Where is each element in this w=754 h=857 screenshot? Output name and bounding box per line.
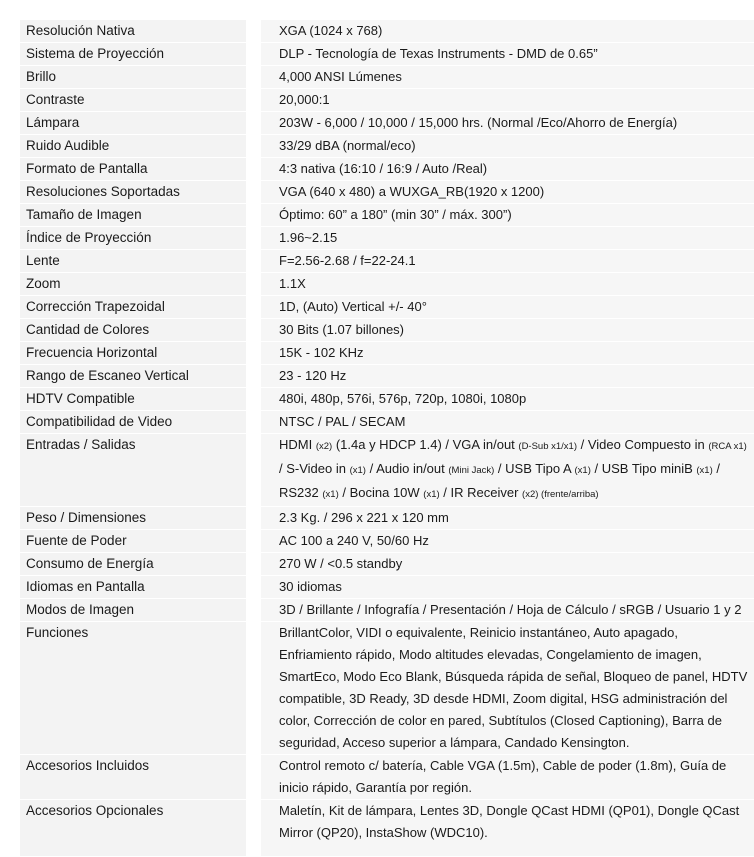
spec-label: Consumo de Energía: [20, 553, 246, 576]
spec-label: Índice de Proyección: [20, 227, 246, 250]
spec-label: Rango de Escaneo Vertical: [20, 365, 246, 388]
spec-row: [20, 204, 754, 227]
spec-row: [20, 135, 754, 158]
spec-label: Corrección Trapezoidal: [20, 296, 246, 319]
spec-value: BrillantColor, VIDI o equivalente, Reinicio instantáneo, Auto apagado, Enfriamiento rápido, Modo altitudes elevadas, Congelamiento de imagen, SmartEco, Modo Eco Blank, Búsqueda rápida de señal, Bloqueo de panel, HDTV compatible, 3D Ready, 3D desde HDMI, Zoom digital, HSG administración del color, Corrección de color en pared, Subtítulos (Closed Captioning), Barra de seguridad, Acceso superior a lámpara, Candado Kensington.: [261, 622, 754, 755]
spec-row: [20, 755, 754, 800]
spec-value: XGA (1024 x 768): [261, 20, 754, 43]
spec-label: Accesorios Opcionales: [20, 800, 246, 857]
spec-value: 4,000 ANSI Lúmenes: [261, 66, 754, 89]
spec-row: [20, 43, 754, 66]
spec-label: Compatibilidad de Video: [20, 411, 246, 434]
spec-row: [20, 250, 754, 273]
spec-value: 480i, 480p, 576i, 576p, 720p, 1080i, 1080p: [261, 388, 754, 411]
spec-row: [20, 434, 754, 507]
spec-value: 33/29 dBA (normal/eco): [261, 135, 754, 158]
spec-value-part: (x1): [322, 489, 339, 500]
spec-value: VGA (640 x 480) a WUXGA_RB(1920 x 1200): [261, 181, 754, 204]
spec-value: 203W - 6,000 / 10,000 / 15,000 hrs. (Normal /Eco/Ahorro de Energía): [261, 112, 754, 135]
spec-label: HDTV Compatible: [20, 388, 246, 411]
spec-label: Contraste: [20, 89, 246, 112]
spec-value: 3D / Brillante / Infografía / Presentación / Hoja de Cálculo / sRGB / Usuario 1 y 2: [261, 599, 754, 622]
spec-label: Formato de Pantalla: [20, 158, 246, 181]
spec-row: [20, 411, 754, 434]
spec-label: Peso / Dimensiones: [20, 507, 246, 530]
spec-row: [20, 576, 754, 599]
spec-label: Tamaño de Imagen: [20, 204, 246, 227]
spec-value: NTSC / PAL / SECAM: [261, 411, 754, 434]
spec-value-part: (x1): [574, 465, 591, 476]
spec-value: 1.1X: [261, 273, 754, 296]
spec-label: Ruido Audible: [20, 135, 246, 158]
spec-value-part: HDMI: [279, 437, 316, 452]
spec-label: Zoom: [20, 273, 246, 296]
spec-value-part: (x1): [349, 465, 366, 476]
spec-row: [20, 507, 754, 530]
spec-row: [20, 66, 754, 89]
spec-row: [20, 112, 754, 135]
spec-value: Óptimo: 60” a 180” (min 30” / máx. 300”): [261, 204, 754, 227]
spec-value-part: / IR Receiver: [439, 485, 523, 500]
spec-row: [20, 273, 754, 296]
spec-value: Maletín, Kit de lámpara, Lentes 3D, Dongle QCast HDMI (QP01), Dongle QCast Mirror (QP20), InstaShow (WDC10).: [261, 800, 754, 857]
spec-label: Brillo: [20, 66, 246, 89]
spec-row: [20, 89, 754, 112]
spec-label: Accesorios Incluidos: [20, 755, 246, 800]
spec-value: 15K - 102 KHz: [261, 342, 754, 365]
spec-value-part: / Video Compuesto in: [577, 437, 709, 452]
spec-row: [20, 227, 754, 250]
spec-value-part: (x2) (frente/arriba): [522, 489, 599, 500]
spec-value: 23 - 120 Hz: [261, 365, 754, 388]
spec-row: [20, 622, 754, 755]
spec-value-part: (x1): [423, 489, 440, 500]
spec-value: Control remoto c/ batería, Cable VGA (1.5m), Cable de poder (1.8m), Guía de inicio rápido, Garantía por región.: [261, 755, 754, 800]
spec-row: [20, 296, 754, 319]
spec-value-part: (x1): [696, 465, 713, 476]
spec-label: Lente: [20, 250, 246, 273]
spec-value-part: / Audio in/out: [365, 461, 449, 476]
spec-value-part: / S-Video in: [279, 461, 350, 476]
spec-value: DLP - Tecnología de Texas Instruments - DMD de 0.65”: [261, 43, 754, 66]
spec-value: 1D, (Auto) Vertical +/- 40°: [261, 296, 754, 319]
spec-value-part: (1.4a y HDCP 1.4) / VGA in/out: [332, 437, 519, 452]
spec-value: 20,000:1: [261, 89, 754, 112]
spec-value-part: / USB Tipo miniB: [590, 461, 697, 476]
spec-value: F=2.56-2.68 / f=22-24.1: [261, 250, 754, 273]
spec-label: Resoluciones Soportadas: [20, 181, 246, 204]
spec-row: [20, 530, 754, 553]
spec-value-part: / RS232: [279, 461, 720, 500]
spec-row: [20, 599, 754, 622]
spec-row: [20, 553, 754, 576]
spec-row: [20, 158, 754, 181]
spec-label: Idiomas en Pantalla: [20, 576, 246, 599]
spec-label: Funciones: [20, 622, 246, 755]
spec-row: [20, 20, 754, 43]
spec-label: Frecuencia Horizontal: [20, 342, 246, 365]
spec-row: [20, 388, 754, 411]
spec-value: 30 idiomas: [261, 576, 754, 599]
spec-row: [20, 365, 754, 388]
spec-label: Sistema de Proyección: [20, 43, 246, 66]
spec-value-part: (Mini Jack): [448, 465, 495, 476]
spec-row: [20, 342, 754, 365]
spec-value-part: (RCA x1): [708, 441, 747, 452]
spec-value-part: (D-Sub x1/x1): [518, 441, 578, 452]
spec-row: [20, 181, 754, 204]
spec-row: [20, 800, 754, 857]
spec-label: Cantidad de Colores: [20, 319, 246, 342]
spec-label: Fuente de Poder: [20, 530, 246, 553]
spec-row: [20, 319, 754, 342]
spec-table: [20, 20, 754, 857]
spec-value: AC 100 a 240 V, 50/60 Hz: [261, 530, 754, 553]
spec-value-part: / USB Tipo A: [494, 461, 575, 476]
spec-label: Resolución Nativa: [20, 20, 246, 43]
spec-value: [261, 434, 754, 507]
spec-value: 4:3 nativa (16:10 / 16:9 / Auto /Real): [261, 158, 754, 181]
spec-value-part: / Bocina 10W: [338, 485, 424, 500]
spec-label: Entradas / Salidas: [20, 434, 246, 507]
spec-value-part: (x2): [315, 441, 333, 452]
spec-label: Modos de Imagen: [20, 599, 246, 622]
spec-value: 270 W / <0.5 standby: [261, 553, 754, 576]
spec-value: 2.3 Kg. / 296 x 221 x 120 mm: [261, 507, 754, 530]
spec-value: 30 Bits (1.07 billones): [261, 319, 754, 342]
spec-value: 1.96~2.15: [261, 227, 754, 250]
spec-label: Lámpara: [20, 112, 246, 135]
